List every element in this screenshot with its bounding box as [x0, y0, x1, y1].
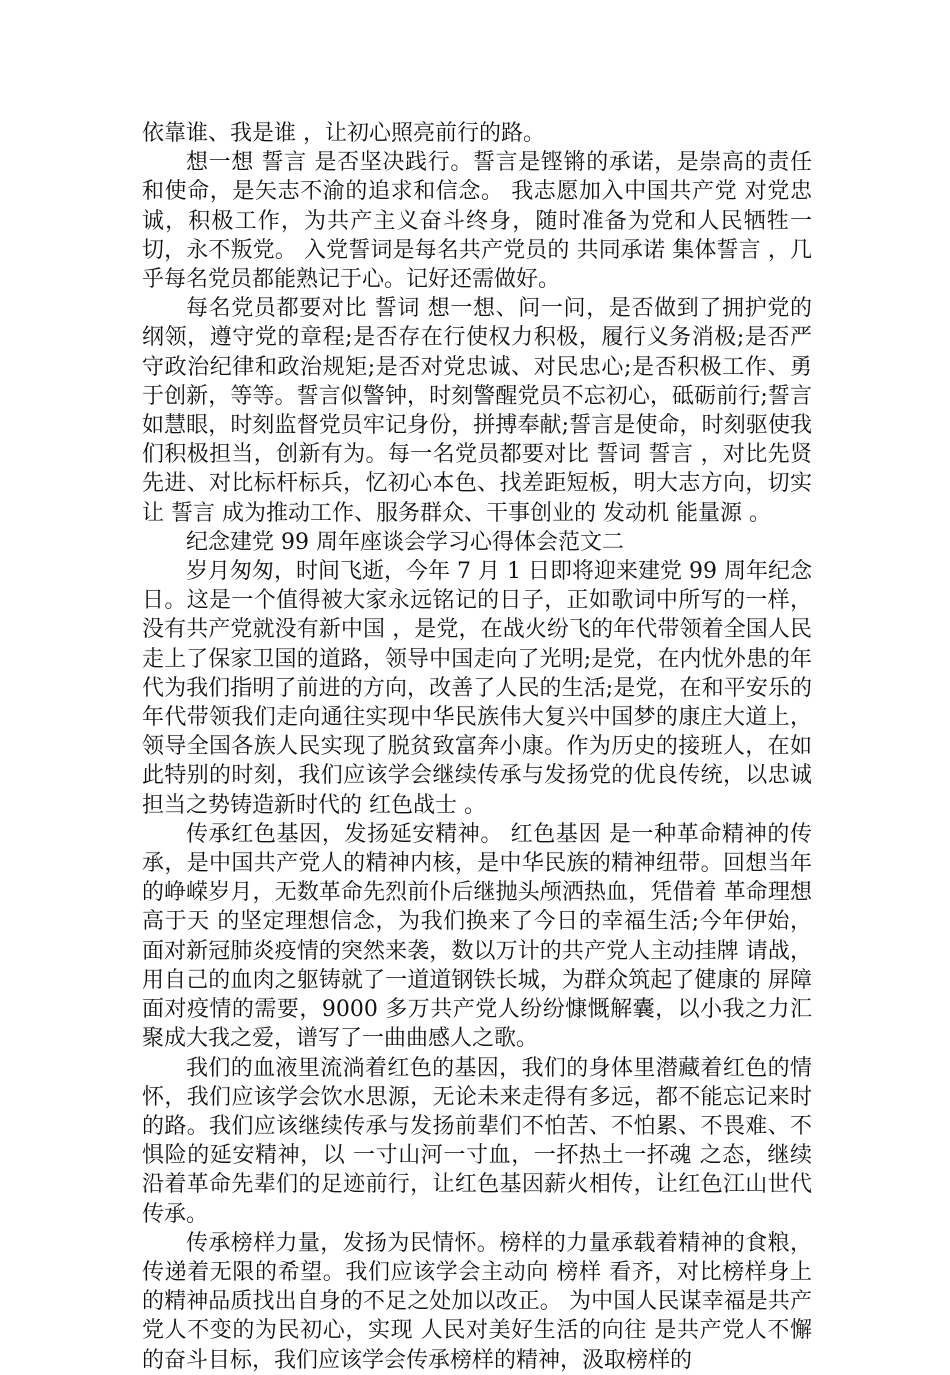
paragraph-role-models: 传承榜样力量，发扬为民情怀。榜样的力量承载着精神的食粮，传递着无限的希望。我们应该学会主动向 榜样 看齐，对比榜样身上的精神品质找出自身的不足之处加以改正。 为中国人民谋幸福是共产党人不变的为民初心，实现 人民对美好生活的向往 是共产党人不懈的奋斗目标，我们应该学会传承榜样的精神，汲取榜样的 [142, 1230, 812, 1373]
paragraph-anniversary: 岁月匆匆，时间飞逝，今年 7 月 1 日即将迎来建党 99 周年纪念日。这是一个值得被大家永远铭记的日子，正如歌词中所写的一样，没有共产党就没有新中国 ，是党，在战火纷飞的年代带领着全国人民走上了保家卫国的道路，领导中国走向了光明;是党，在内忧外患的年代为我们指明了前进的方向，改善了人民的生活;是党，在和平安乐的年代带领我们走向通往实现中华民族伟大复兴中国梦的康庄大道上，领导全国各族人民实现了脱贫致富奔小康。作为历史的接班人，在如此特别的时刻，我们应该学会继续传承与发扬党的优良传统，以忠诚担当之势铸造新时代的 红色战士 。 [142, 559, 812, 818]
paragraph-continuation: 依靠谁、我是谁 ，让初心照亮前行的路。 [142, 121, 545, 146]
section-heading: 纪念建党 99 周年座谈会学习心得体会范文二 [186, 529, 624, 555]
paragraph-oath-comparison: 每名党员都要对比 誓词 想一想、问一问，是否做到了拥护党的纲领，遵守党的章程;是否存在行使权力积极，履行义务消极;是否严守政治纪律和政治规矩;是否对党忠诚、对民忠心;是否积极工作、勇于创新，等等。誓言似警钟，时刻警醒党员不忘初心，砥砺前行;誓言如慧眼，时刻监督党员牢记身份，拼搏奉献;誓言是使命，时刻驱使我们积极担当，创新有为。每一名党员都要对比 誓词 誓言 ，对比先贤先进、对比标杆标兵，忆初心本色、找差距短板，明大志方向，切实让 誓言 成为推动工作、服务群众、干事创业的 发动机 能量源 。 [142, 296, 812, 526]
paragraph-red-gene: 传承红色基因，发扬延安精神。 红色基因 是一种革命精神的传承，是中国共产党人的精神内核，是中华民族的精神纽带。回想当年的峥嵘岁月，无数革命先烈前仆后继抛头颅洒热血，凭借着 革命理想高于天 的坚定理想信念，为我们换来了今日的幸福生活;今年伊始，面对新冠肺炎疫情的突然来袭，数以万计的共产党人主动挂牌 请战，用自己的血肉之躯铸就了一道道钢铁长城，为群众筑起了健康的 屏障 面对疫情的需要，9000 多万共产党人纷纷慷慨解囊，以小我之力汇聚成大我之爱，谱写了一曲曲感人之歌。 [142, 821, 812, 1052]
document-page [142, 119, 812, 1375]
paragraph-red-blood: 我们的血液里流淌着红色的基因，我们的身体里潜藏着红色的情怀，我们应该学会饮水思源，无论未来走得有多远，都不能忘记来时的路。我们应该继续传承与发扬前辈们不怕苦、不怕累、不畏难、不惧险的延安精神，以 一寸山河一寸血，一抔热土一抔魂 之态，继续沿着革命先辈们的足迹前行，让红色基因薪火相传，让红色江山世代传承。 [142, 1055, 812, 1227]
paragraph-oath-reflection: 想一想 誓言 是否坚决践行。誓言是铿锵的承诺，是崇高的责任和使命，是矢志不渝的追求和信念。 我志愿加入中国共产党 对党忠诚，积极工作，为共产主义奋斗终身，随时准备为党和人民牺牲一切，永不叛党。 入党誓词是每名共产党员的 共同承诺 集体誓言 ，几乎每名党员都能熟记于心。记好还需做好。 [142, 150, 812, 293]
